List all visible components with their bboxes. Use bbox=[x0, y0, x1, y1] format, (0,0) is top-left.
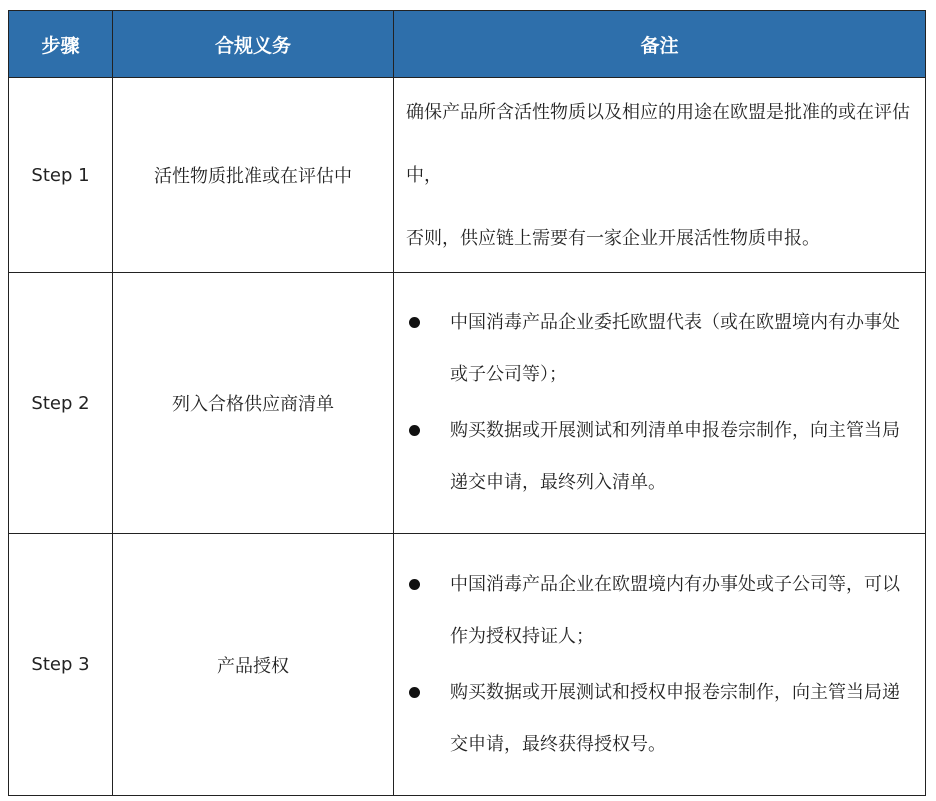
step-cell: Step 2 bbox=[9, 273, 113, 534]
duty-cell: 活性物质批准或在评估中 bbox=[113, 78, 394, 273]
note-text: 否则，供应链上需要有一家企业开展活性物质申报。 bbox=[406, 227, 820, 249]
bullet-item: 中国消毒产品企业在欧盟境内有办事处或子公司等，可以作为授权持证人； bbox=[406, 559, 909, 663]
header-notes: 备注 bbox=[394, 11, 926, 78]
notes-cell bbox=[394, 534, 926, 796]
table-row bbox=[9, 273, 926, 534]
table-row bbox=[9, 534, 926, 796]
compliance-table bbox=[8, 10, 926, 796]
step-cell: Step 3 bbox=[9, 534, 113, 796]
table-row bbox=[9, 78, 926, 273]
bullet-item: 中国消毒产品企业委托欧盟代表（或在欧盟境内有办事处或子公司等）； bbox=[406, 297, 909, 401]
duty-cell: 列入合格供应商清单 bbox=[113, 273, 394, 534]
header-row bbox=[9, 11, 926, 78]
note-text: 确保产品所含活性物质以及相应的用途在欧盟是批准的或在评估中， bbox=[406, 101, 910, 186]
header-duty: 合规义务 bbox=[113, 11, 394, 78]
notes-cell bbox=[394, 273, 926, 534]
duty-cell: 产品授权 bbox=[113, 534, 394, 796]
bullet-item: 购买数据或开展测试和授权申报卷宗制作，向主管当局递交申请，最终获得授权号。 bbox=[406, 667, 909, 771]
bullet-item: 购买数据或开展测试和列清单申报卷宗制作，向主管当局递交申请，最终列入清单。 bbox=[406, 405, 909, 509]
header-step: 步骤 bbox=[9, 11, 113, 78]
step-cell: Step 1 bbox=[9, 78, 113, 273]
notes-cell bbox=[394, 78, 926, 273]
